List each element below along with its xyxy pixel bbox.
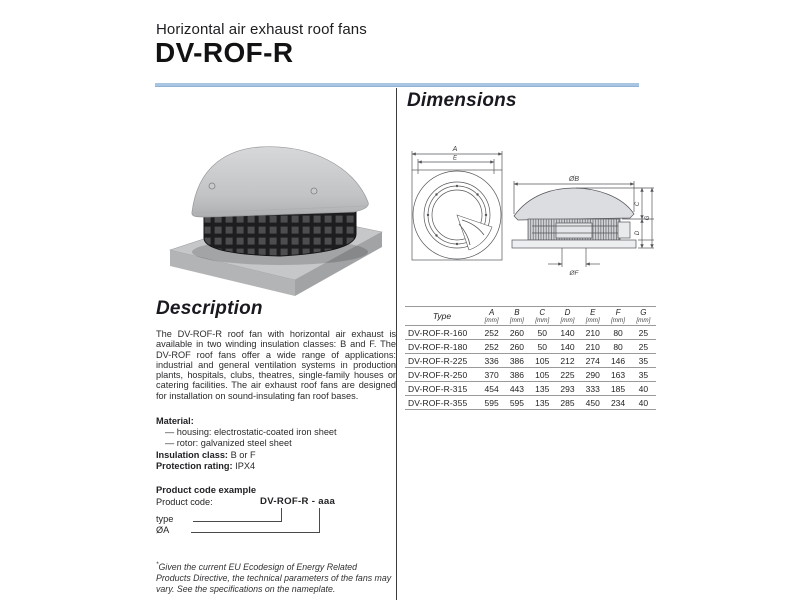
column-header-type: Type bbox=[405, 307, 479, 326]
cell-value: 25 bbox=[631, 340, 656, 354]
dim-label-f: ØF bbox=[569, 270, 579, 277]
product-code-label: Product code: bbox=[156, 497, 213, 507]
cell-value: 40 bbox=[631, 382, 656, 396]
cell-value: 290 bbox=[580, 368, 605, 382]
description-paragraph: The DV-ROF-R roof fan with horizontal air exhaust is available in two winding insulation classes: B and F. The DV-ROF roof fans offer a wide range of applications: industrial and general ventilation systems in production plants, hospitals, clubs, theatres, single-family houses or catering facilities. The air exhaust roof fans are designed for installation on sound-insulating fan roof bases. bbox=[156, 329, 396, 401]
dim-label-g: G bbox=[645, 215, 651, 221]
table-header-row bbox=[405, 307, 656, 326]
description-heading: Description bbox=[156, 298, 263, 319]
column-header-a: A [mm] bbox=[479, 307, 504, 326]
fan-dome-cap bbox=[192, 147, 368, 217]
table-row bbox=[405, 368, 656, 382]
table-row bbox=[405, 340, 656, 354]
table-row bbox=[405, 354, 656, 368]
column-header-d: D [mm] bbox=[555, 307, 580, 326]
cell-type: DV-ROF-R-250 bbox=[405, 368, 479, 382]
page-title: DV-ROF-R bbox=[155, 37, 294, 68]
dimensions-heading: Dimensions bbox=[407, 90, 517, 111]
dim-label-e: E bbox=[452, 155, 458, 162]
cell-type: DV-ROF-R-315 bbox=[405, 382, 479, 396]
cell-type: DV-ROF-R-180 bbox=[405, 340, 479, 354]
dim-label-b: ØB bbox=[568, 176, 580, 183]
roof-fan-image bbox=[158, 104, 398, 298]
cell-value: 454 bbox=[479, 382, 504, 396]
cell-value: 595 bbox=[479, 396, 504, 410]
material-item-housing: — housing: electrostatic-coated iron sheet bbox=[165, 427, 337, 438]
diameter-connector-line bbox=[191, 508, 320, 533]
product-code-value: DV-ROF-R - aaa bbox=[260, 496, 336, 507]
cell-value: 40 bbox=[631, 396, 656, 410]
table-row bbox=[405, 326, 656, 340]
column-header-b: B [mm] bbox=[504, 307, 529, 326]
cell-value: 50 bbox=[530, 340, 555, 354]
cell-value: 35 bbox=[631, 368, 656, 382]
table-row bbox=[405, 382, 656, 396]
dome-screw-right bbox=[311, 188, 317, 194]
cell-value: 210 bbox=[580, 340, 605, 354]
column-header-f: F [mm] bbox=[605, 307, 630, 326]
cell-value: 234 bbox=[605, 396, 630, 410]
material-label: Material: bbox=[156, 416, 194, 426]
cell-value: 336 bbox=[479, 354, 504, 368]
insulation-class-line: Insulation class: B or F bbox=[156, 449, 256, 460]
cell-value: 370 bbox=[479, 368, 504, 382]
cell-type: DV-ROF-R-355 bbox=[405, 396, 479, 410]
cell-value: 260 bbox=[504, 326, 529, 340]
column-header-e: E [mm] bbox=[580, 307, 605, 326]
dim-label-c: C bbox=[635, 201, 641, 207]
cell-value: 80 bbox=[605, 326, 630, 340]
footnote-marker: * bbox=[156, 561, 159, 568]
cell-value: 443 bbox=[504, 382, 529, 396]
dimensions-table-body bbox=[405, 326, 656, 410]
specs-block bbox=[156, 416, 396, 472]
dim-label-d: D bbox=[635, 230, 641, 236]
cell-value: 252 bbox=[479, 340, 504, 354]
column-header-g: G [mm] bbox=[631, 307, 656, 326]
cell-value: 80 bbox=[605, 340, 630, 354]
cell-value: 386 bbox=[504, 368, 529, 382]
dim-label-a: A bbox=[452, 146, 458, 153]
cell-value: 333 bbox=[580, 382, 605, 396]
cell-value: 140 bbox=[555, 340, 580, 354]
table-row bbox=[405, 396, 656, 410]
column-header-c: C [mm] bbox=[530, 307, 555, 326]
cell-value: 50 bbox=[530, 326, 555, 340]
cell-value: 140 bbox=[555, 326, 580, 340]
dimension-drawings bbox=[402, 140, 660, 302]
footnote: *Given the current EU Ecodesign of Energy Related Products Directive, the technical parameters of the fans may vary. See the specifications on the nameplate. bbox=[156, 561, 392, 594]
cell-value: 260 bbox=[504, 340, 529, 354]
cell-value: 225 bbox=[555, 368, 580, 382]
cell-value: 210 bbox=[580, 326, 605, 340]
protection-rating-line: Protection rating: IPX4 bbox=[156, 460, 256, 471]
dome-screw-left bbox=[209, 183, 215, 189]
technical-drawing bbox=[402, 140, 660, 302]
cell-value: 293 bbox=[555, 382, 580, 396]
cell-value: 285 bbox=[555, 396, 580, 410]
code-legend-type: type bbox=[156, 514, 174, 524]
cell-value: 105 bbox=[530, 368, 555, 382]
cell-value: 146 bbox=[605, 354, 630, 368]
cell-type: DV-ROF-R-160 bbox=[405, 326, 479, 340]
cell-value: 163 bbox=[605, 368, 630, 382]
cell-value: 450 bbox=[580, 396, 605, 410]
cell-value: 252 bbox=[479, 326, 504, 340]
dimensions-table bbox=[405, 306, 656, 410]
cell-value: 212 bbox=[555, 354, 580, 368]
product-code-heading: Product code example bbox=[156, 484, 257, 495]
cell-value: 274 bbox=[580, 354, 605, 368]
material-item-rotor: — rotor: galvanized steel sheet bbox=[165, 438, 292, 449]
cell-value: 185 bbox=[605, 382, 630, 396]
cell-value: 105 bbox=[530, 354, 555, 368]
cell-value: 595 bbox=[504, 396, 529, 410]
cell-value: 386 bbox=[504, 354, 529, 368]
accent-divider bbox=[155, 83, 639, 87]
cell-value: 135 bbox=[530, 396, 555, 410]
cell-type: DV-ROF-R-225 bbox=[405, 354, 479, 368]
code-legend-diameter: ØA bbox=[156, 525, 170, 535]
cell-value: 35 bbox=[631, 354, 656, 368]
cell-value: 135 bbox=[530, 382, 555, 396]
product-photo bbox=[158, 104, 398, 298]
product-subtitle: Horizontal air exhaust roof fans bbox=[156, 21, 367, 38]
cell-value: 25 bbox=[631, 326, 656, 340]
